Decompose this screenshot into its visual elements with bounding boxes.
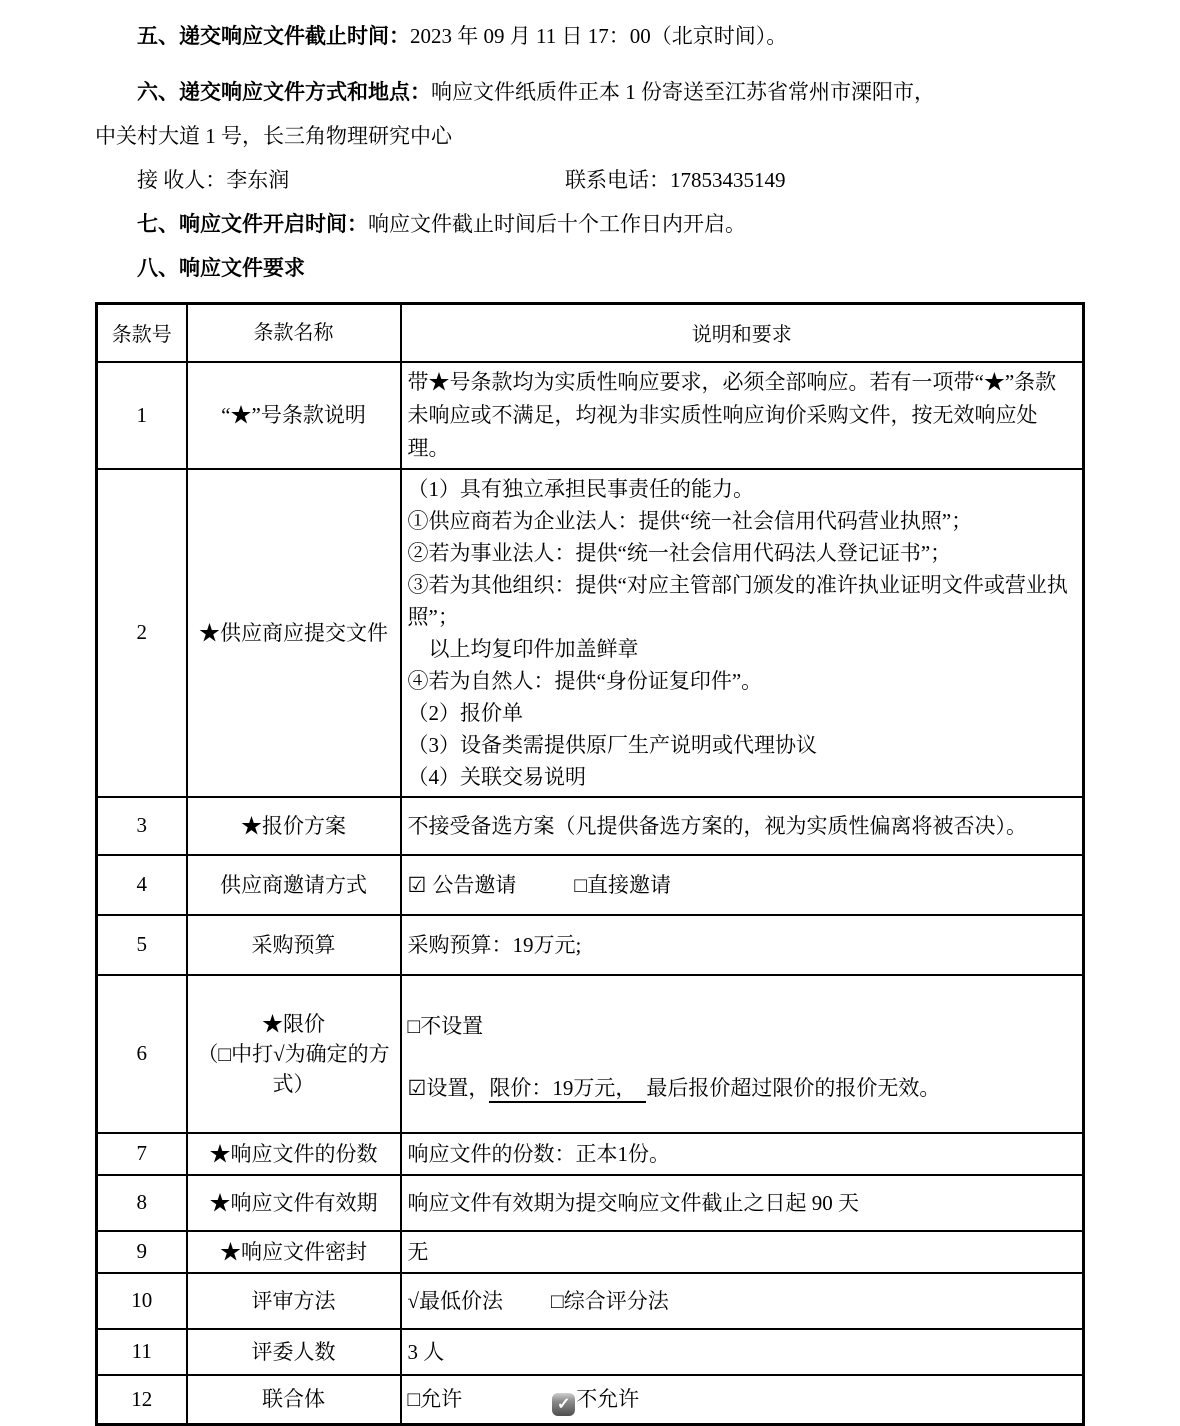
option-label: 不允许 <box>576 1386 640 1411</box>
cell-clause-name: ★响应文件有效期 <box>187 1175 401 1231</box>
paragraph-opening-time <box>95 202 1085 246</box>
recipient-name: 李东润 <box>226 168 290 192</box>
table-row <box>97 469 1084 797</box>
option-label: 允许 <box>420 1386 463 1411</box>
checkbox-checked-icon: ☑设置， <box>407 1075 490 1100</box>
table-header-row <box>97 304 1084 362</box>
cell-description <box>401 1375 1084 1425</box>
cell-clause-name: ★响应文件的份数 <box>187 1133 401 1175</box>
option-label: 直接邀请 <box>587 872 672 897</box>
table-row <box>97 915 1084 975</box>
option-lowest-price-method <box>408 1289 504 1313</box>
cell-description: 响应文件有效期为提交响应文件截止之日起 90 天 <box>401 1175 1084 1231</box>
cell-description <box>401 1273 1084 1329</box>
option-consortium-not-allowed <box>552 1387 639 1411</box>
cell-clause-number: 3 <box>97 797 187 855</box>
cell-clause-number: 5 <box>97 915 187 975</box>
header-clause-name: 条款名称 <box>187 304 401 362</box>
checkbox-unchecked-icon: □ <box>551 1288 564 1313</box>
table-row <box>97 1175 1084 1231</box>
cell-description: 无 <box>401 1231 1084 1273</box>
cell-clause-number: 1 <box>97 362 187 469</box>
table-row <box>97 1273 1084 1329</box>
cell-description: 带★号条款均为实质性响应要求，必须全部响应。若有一项带“★”条款未响应或不满足，均视为非实质性响应询价采购文件，按无效响应处理。 <box>401 362 1084 469</box>
cell-clause-number: 4 <box>97 855 187 915</box>
cell-clause-name: 联合体 <box>187 1375 401 1425</box>
paragraph-submission-deadline <box>95 14 1085 58</box>
cell-clause-number: 8 <box>97 1175 187 1231</box>
cell-clause-number: 6 <box>97 975 187 1133</box>
option-label: 最低价法 <box>419 1288 504 1313</box>
cell-clause-number: 9 <box>97 1231 187 1273</box>
checkmark-icon: √ <box>407 1288 420 1313</box>
requirement-line: ③若为其他组织：提供“对应主管部门颁发的准许执业证明文件或营业执照”； <box>407 572 1068 629</box>
requirement-line: （2）报价单 <box>407 700 523 725</box>
requirement-line: 以上均复印件加盖鲜章 <box>407 636 639 661</box>
requirement-line: （1）具有独立承担民事责任的能力。 <box>407 476 754 501</box>
limit-price-note: 最后报价超过限价的报价无效。 <box>646 1075 941 1100</box>
table-row <box>97 1231 1084 1273</box>
requirement-line: ②若为事业法人：提供“统一社会信用代码法人登记证书”； <box>407 540 952 565</box>
paragraph-opening-time-label: 七、响应文件开启时间： <box>137 212 368 236</box>
option-comprehensive-scoring-method <box>551 1289 669 1313</box>
requirement-line: ①供应商若为企业法人：提供“统一社会信用代码营业执照”； <box>407 508 973 533</box>
cell-description: 响应文件的份数：正本1份。 <box>401 1133 1084 1175</box>
table-row <box>97 1133 1084 1175</box>
paragraph-delivery-method-text: 响应文件纸质件正本 1 份寄送至江苏省常州市溧阳市， <box>431 80 935 104</box>
cell-description <box>401 855 1084 915</box>
option-limit-set <box>408 1072 1077 1104</box>
paragraph-submission-deadline-text: 2023 年 09 月 11 日 17：00（北京时间）。 <box>410 24 788 48</box>
cell-description: 不接受备选方案（凡提供备选方案的，视为实质性偏离将被否决）。 <box>401 797 1084 855</box>
response-requirements-heading: 八、响应文件要求 <box>137 256 305 280</box>
paragraph-delivery-method <box>95 70 1085 114</box>
paragraph-response-requirements-heading <box>95 246 1085 290</box>
recipient-label: 接 收人： <box>137 168 227 192</box>
requirements-table <box>95 302 1085 1426</box>
header-clause-number: 条款号 <box>97 304 187 362</box>
requirement-line: ④若为自然人：提供“身份证复印件”。 <box>407 668 763 693</box>
paragraph-opening-time-text: 响应文件截止时间后十个工作日内开启。 <box>368 212 746 236</box>
clause-name-line: （□中打√为确定的方 <box>197 1041 390 1066</box>
limit-price-underlined: 限价：19万元， <box>489 1076 646 1103</box>
option-consortium-allowed <box>408 1387 463 1411</box>
cell-clause-name: ★响应文件密封 <box>187 1231 401 1273</box>
header-description: 说明和要求 <box>401 304 1084 362</box>
table-row <box>97 1375 1084 1425</box>
paragraph-delivery-address-line2: 中关村大道 1 号，长三角物理研究中心 <box>95 124 452 148</box>
clause-name-line: ★限价 <box>262 1011 325 1036</box>
requirement-line: （3）设备类需提供原厂生产说明或代理协议 <box>407 732 817 757</box>
checkbox-checked-icon: ☑ <box>407 872 427 897</box>
cell-description <box>401 469 1084 797</box>
cell-clause-number: 12 <box>97 1375 187 1425</box>
cell-clause-name: 采购预算 <box>187 915 401 975</box>
checkbox-unchecked-icon: □ <box>574 872 588 897</box>
phone-number: 17853435149 <box>670 168 786 192</box>
cell-description: 采购预算：19万元; <box>401 915 1084 975</box>
table-row <box>97 975 1084 1133</box>
cell-clause-name: ★报价方案 <box>187 797 401 855</box>
cell-clause-name: “★”号条款说明 <box>187 362 401 469</box>
option-public-invitation <box>408 873 517 897</box>
paragraph-submission-deadline-label: 五、递交响应文件截止时间： <box>137 24 410 48</box>
table-row <box>97 855 1084 915</box>
cell-description: 3 人 <box>401 1329 1084 1375</box>
cell-clause-name: ★供应商应提交文件 <box>187 469 401 797</box>
checkbox-unchecked-icon: □ <box>407 1386 421 1411</box>
option-direct-invitation <box>574 873 671 897</box>
clause-name-line: 式） <box>272 1071 315 1096</box>
cell-clause-number: 2 <box>97 469 187 797</box>
cell-description <box>401 975 1084 1133</box>
paragraph-delivery-method-label: 六、递交响应文件方式和地点： <box>137 80 431 104</box>
phone-block <box>565 168 786 192</box>
phone-label: 联系电话： <box>565 168 670 192</box>
checkbox-checked-gray-icon: ✓ <box>552 1393 575 1416</box>
cell-clause-number: 11 <box>97 1329 187 1375</box>
option-label: 综合评分法 <box>563 1288 669 1313</box>
option-label: 公告邀请 <box>432 872 517 897</box>
cell-clause-name <box>187 975 401 1133</box>
recipient-block <box>137 158 565 202</box>
cell-clause-number: 7 <box>97 1133 187 1175</box>
contact-line <box>95 158 1085 202</box>
cell-clause-number: 10 <box>97 1273 187 1329</box>
cell-clause-name: 供应商邀请方式 <box>187 855 401 915</box>
requirement-line: （4）关联交易说明 <box>407 764 586 789</box>
cell-clause-name: 评审方法 <box>187 1273 401 1329</box>
cell-clause-name: 评委人数 <box>187 1329 401 1375</box>
table-row <box>97 1329 1084 1375</box>
table-row <box>97 797 1084 855</box>
option-no-limit: □不设置 <box>407 1013 484 1038</box>
table-row <box>97 362 1084 469</box>
